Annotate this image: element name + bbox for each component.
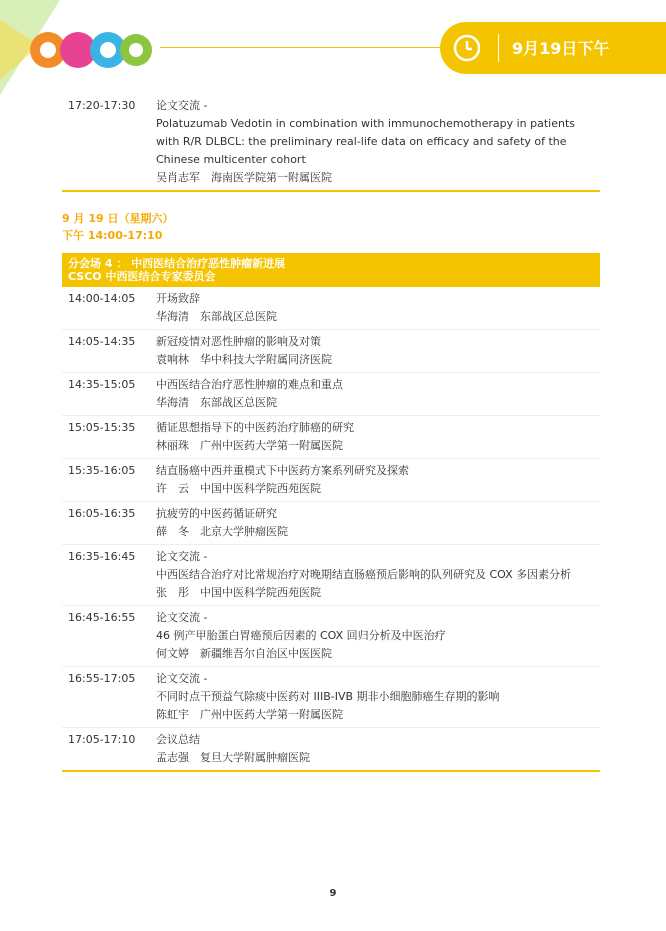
agenda-item — [62, 95, 600, 192]
agenda-item — [62, 373, 600, 416]
item-body — [156, 290, 600, 326]
item-detail: with R/R DLBCL: the preliminary real-life data on efficacy and safety of the — [156, 135, 567, 148]
item-time: 16:35-16:45 — [68, 550, 136, 563]
session-day: 9 月 19 日（星期六） — [62, 212, 174, 225]
item-time: 16:55-17:05 — [68, 672, 136, 685]
session-time: 下午 14:00-17:10 — [62, 229, 163, 242]
item-detail: Chinese multicenter cohort — [156, 153, 306, 166]
item-title: 会议总结 — [156, 733, 200, 746]
logo-graphic — [0, 0, 170, 95]
item-speaker: 张 彤 中国中医科学院西苑医院 — [156, 586, 321, 599]
item-title: 新冠疫情对恶性肿瘤的影响及对策 — [156, 335, 321, 348]
session-header — [62, 253, 600, 287]
item-time: 14:35-15:05 — [68, 378, 136, 391]
agenda-item — [62, 606, 600, 667]
item-body — [156, 505, 600, 541]
item-body — [156, 462, 600, 498]
item-body — [156, 376, 600, 412]
item-speaker: 孟志强 复旦大学附属肿瘤医院 — [156, 751, 310, 764]
item-title: 结直肠癌中西并重模式下中医药方案系列研究及探索 — [156, 464, 409, 477]
item-detail: 46 例产甲胎蛋白胃癌预后因素的 COX 回归分析及中医治疗 — [156, 629, 446, 642]
item-body — [156, 731, 600, 767]
agenda-item — [62, 416, 600, 459]
item-title: 论文交流 - — [156, 99, 208, 112]
date-badge — [440, 22, 666, 74]
agenda-item — [62, 459, 600, 502]
item-title: 论文交流 - — [156, 550, 208, 563]
agenda-item — [62, 287, 600, 330]
item-speaker: 华海清 东部战区总医院 — [156, 310, 277, 323]
page-header — [0, 0, 666, 100]
item-time: 17:05-17:10 — [68, 733, 136, 746]
csco-logo — [0, 0, 170, 95]
item-speaker: 华海清 东部战区总医院 — [156, 396, 277, 409]
item-title: 开场致辞 — [156, 292, 200, 305]
item-speaker: 陈虹宇 广州中医药大学第一附属医院 — [156, 708, 343, 721]
agenda-item — [62, 728, 600, 772]
item-body — [156, 670, 600, 724]
session-title: 分会场 4 ： 中西医结合治疗恶性肿瘤新进展 — [68, 257, 286, 270]
item-time: 14:00-14:05 — [68, 292, 136, 305]
item-body — [156, 419, 600, 455]
item-time: 16:45-16:55 — [68, 611, 136, 624]
item-body — [156, 609, 600, 663]
item-body — [156, 333, 600, 369]
header-rule — [160, 47, 450, 48]
agenda-item — [62, 502, 600, 545]
agenda-list — [62, 287, 600, 772]
item-time: 15:05-15:35 — [68, 421, 136, 434]
item-speaker: 吴肖志军 海南医学院第一附属医院 — [156, 171, 332, 184]
date-label: 9月19日下午 — [512, 39, 610, 58]
item-title: 论文交流 - — [156, 611, 208, 624]
item-time: 14:05-14:35 — [68, 335, 136, 348]
item-title: 中西医结合治疗恶性肿瘤的难点和重点 — [156, 378, 343, 391]
agenda-item — [62, 330, 600, 373]
agenda-item — [62, 545, 600, 606]
item-title: 抗疲劳的中医药循证研究 — [156, 507, 277, 520]
page-number: 9 — [329, 888, 337, 899]
item-title: 论文交流 - — [156, 672, 208, 685]
item-speaker: 袁响林 华中科技大学附属同济医院 — [156, 353, 332, 366]
agenda-item — [62, 667, 600, 728]
item-detail: 不同时点干预益气除痰中医药对 IIIB-IVB 期非小细胞肺癌生存期的影响 — [156, 690, 500, 703]
item-speaker: 何文婷 新疆维吾尔自治区中医医院 — [156, 647, 332, 660]
item-body — [156, 548, 600, 602]
item-speaker: 许 云 中国中医科学院西苑医院 — [156, 482, 321, 495]
item-title: 循证思想指导下的中医药治疗肺癌的研究 — [156, 421, 354, 434]
agenda-content — [62, 95, 600, 772]
clock-icon — [452, 33, 482, 63]
item-speaker: 林丽珠 广州中医药大学第一附属医院 — [156, 439, 343, 452]
session-subtitle: CSCO 中西医结合专家委员会 — [68, 270, 216, 283]
item-body — [156, 97, 600, 187]
item-detail: Polatuzumab Vedotin in combination with immunochemotherapy in patients — [156, 117, 575, 130]
item-detail: 中西医结合治疗对比常规治疗对晚期结直肠癌预后影响的队列研究及 COX 多因素分析 — [156, 568, 572, 581]
item-time: 17:20-17:30 — [68, 99, 136, 112]
item-time: 16:05-16:35 — [68, 507, 136, 520]
badge-divider — [498, 34, 499, 62]
session-date — [62, 210, 600, 244]
item-speaker: 薛 冬 北京大学肿瘤医院 — [156, 525, 288, 538]
item-time: 15:35-16:05 — [68, 464, 136, 477]
